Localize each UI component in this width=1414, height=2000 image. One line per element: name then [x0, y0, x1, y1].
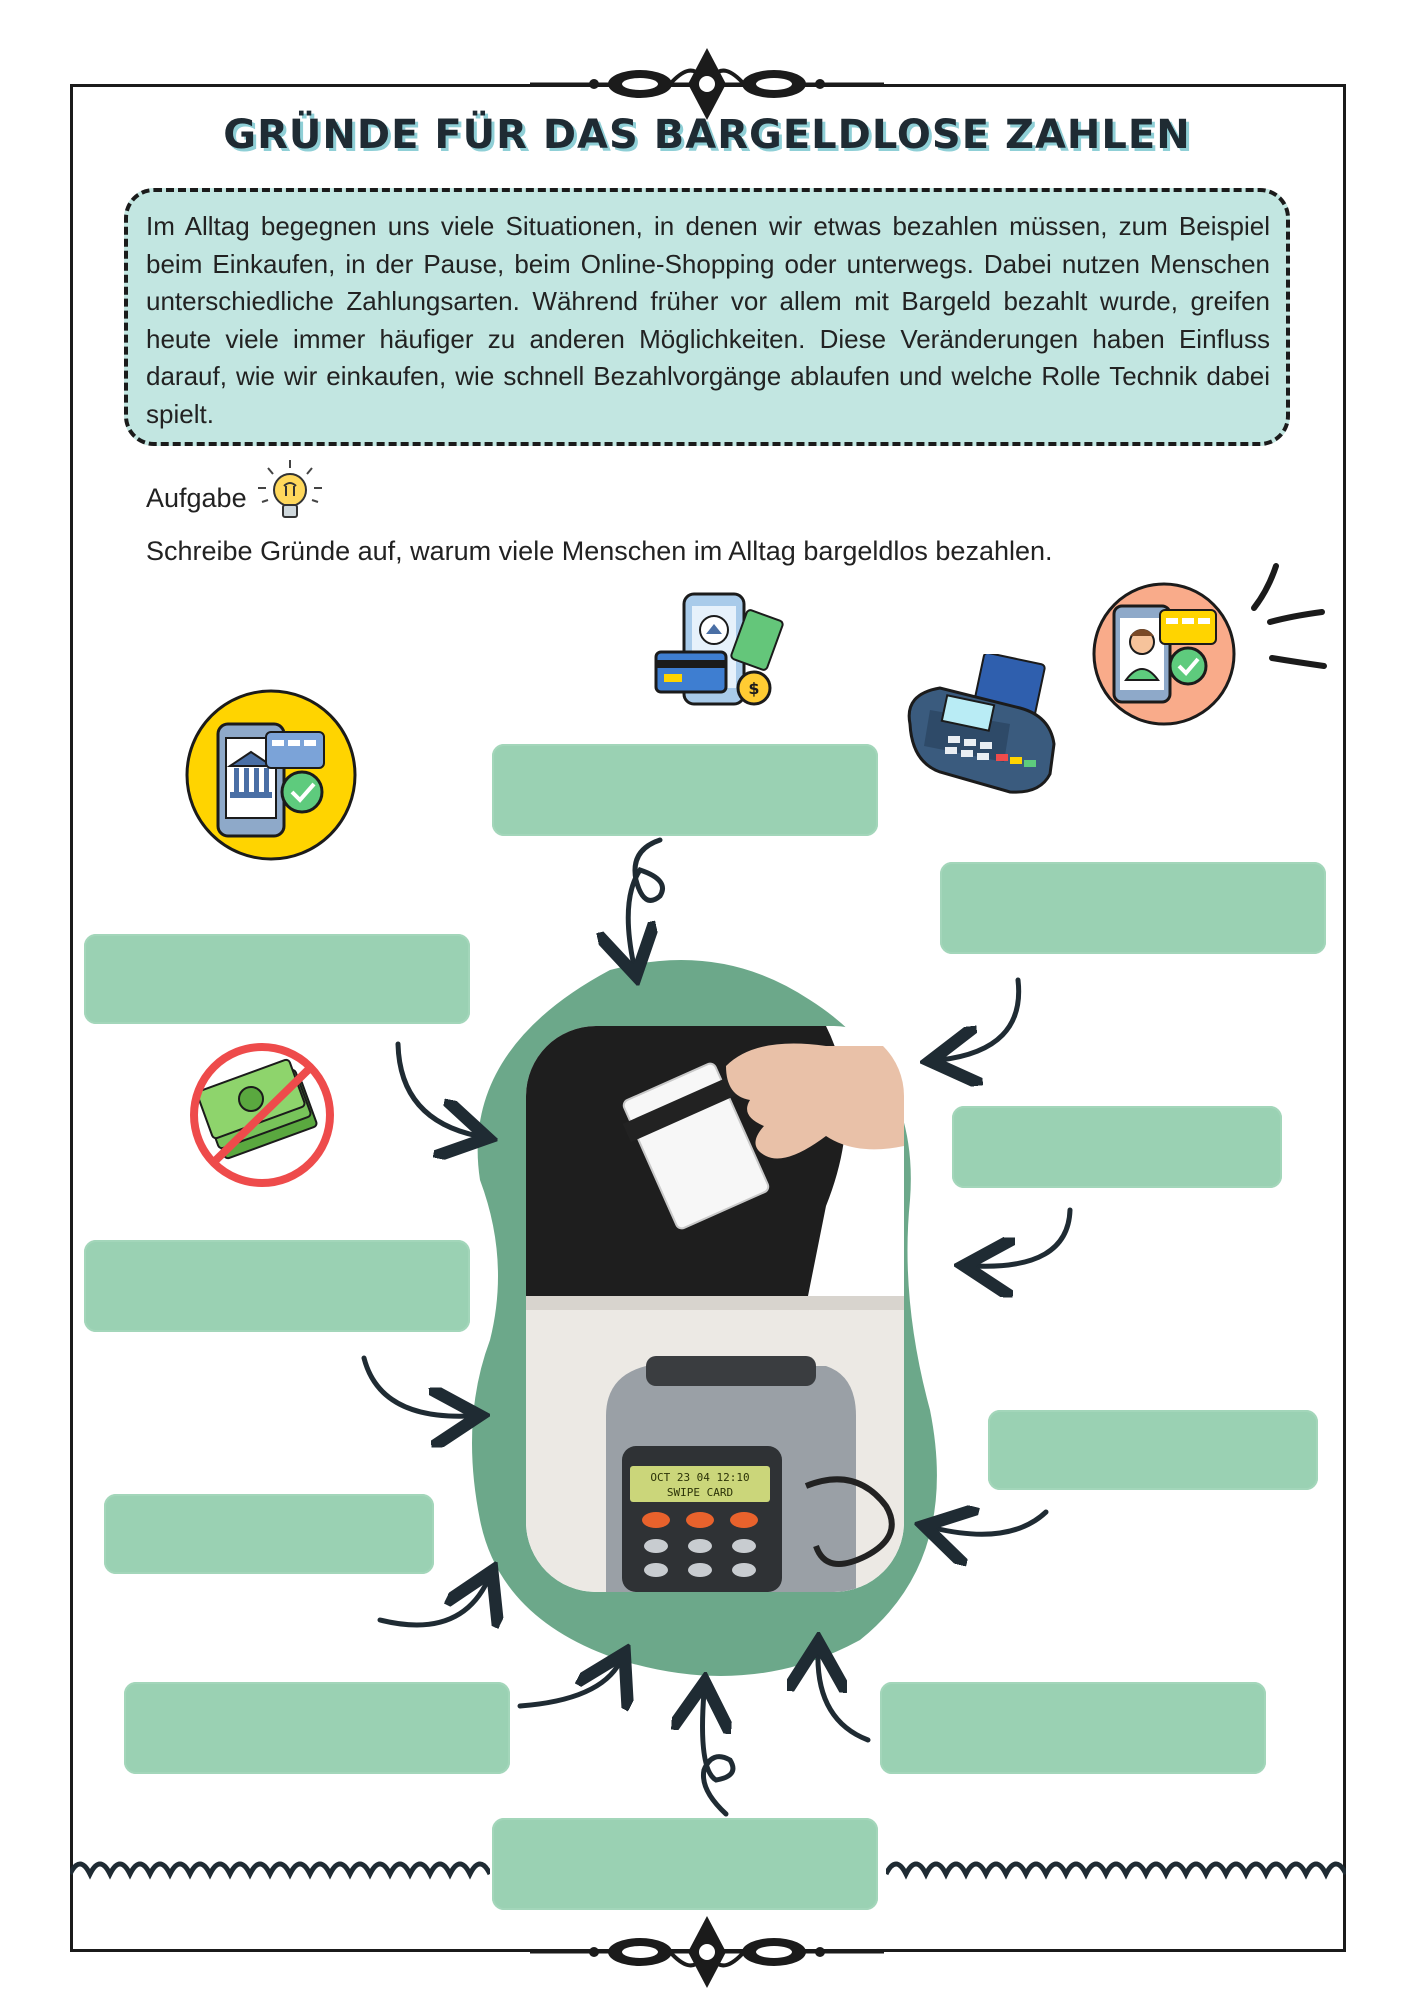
zigzag-right [886, 1846, 1346, 1886]
intro-text: Im Alltag begegnen uns viele Situationen, in denen wir etwas bezahlen müssen, zum Beispiel beim Einkaufen, in der Pause, beim Online-Shopping oder unterwegs. Dabei nutzen Menschen unterschiedliche Zahlungsarten. Während früher vor allem mit Bargeld bezahlt wurde, greifen heute viele immer häufiger zu anderen Möglichkeiten. Diese Veränderungen haben Einfluss darauf, wie wir einkaufen, wie schnell Bezahlvorgänge ablaufen und welche Rolle Technik dabei spielt. [146, 211, 1270, 429]
intro-box [124, 188, 1290, 446]
mobile-profile-payment-icon [1090, 580, 1238, 728]
svg-text:$: $ [748, 679, 760, 698]
answer-box-right-4[interactable] [880, 1682, 1266, 1774]
task-label: Aufgabe [146, 483, 247, 513]
answer-box-right-1[interactable] [940, 862, 1326, 954]
answer-box-left-4[interactable] [124, 1682, 510, 1774]
answer-box-bottom[interactable] [492, 1818, 878, 1910]
card-payment-photo [526, 1026, 904, 1592]
answer-box-left-3[interactable] [104, 1494, 434, 1574]
terminal-display-line1: OCT 23 04 12:10 [650, 1471, 750, 1484]
task-instruction: Schreibe Gründe auf, warum viele Menschen im Alltag bargeldlos bezahlen. [146, 536, 1053, 566]
answer-box-left-2[interactable] [84, 1240, 470, 1332]
zigzag-left [70, 1846, 490, 1886]
answer-box-right-3[interactable] [988, 1410, 1318, 1490]
no-cash-icon [186, 1040, 338, 1190]
ornament-bottom [530, 1912, 884, 1992]
card-terminal-icon [900, 654, 1076, 796]
mobile-payment-icon [654, 590, 784, 716]
bank-app-icon [184, 688, 358, 862]
lightbulb-icon [254, 456, 326, 528]
answer-box-right-2[interactable] [952, 1106, 1282, 1188]
terminal-display-line2: SWIPE CARD [666, 1486, 734, 1499]
attention-lines [1248, 560, 1328, 670]
page-title: GRÜNDE FÜR DAS BARGELDLOSE ZAHLEN [223, 112, 1191, 158]
answer-box-top[interactable] [492, 744, 878, 836]
answer-box-left-1[interactable] [84, 934, 470, 1024]
